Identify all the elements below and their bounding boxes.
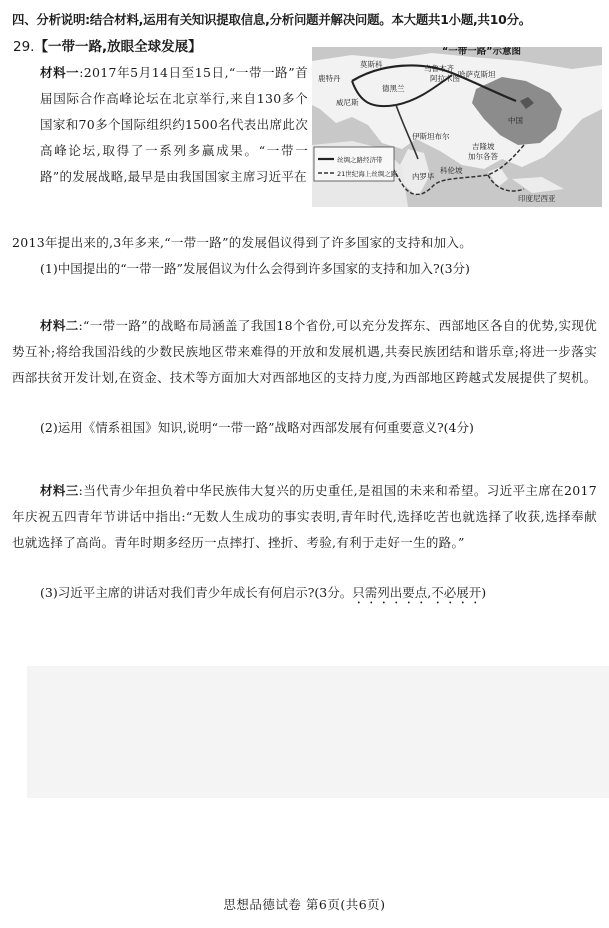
question-number: 29.	[13, 39, 35, 55]
map-label-indonesia: 印度尼西亚	[518, 194, 556, 203]
map-label-calcutta: 加尔各答	[468, 152, 498, 161]
material-1	[40, 60, 308, 190]
map-label-china: 中国	[508, 116, 523, 125]
material-2-text: :“一带一路”的战略布局涵盖了我国18个省份,可以充分发挥东、西部地区各自的优势,实现优势互补;将给我国沿线的少数民族地区带来难得的开放和发展机遇,共奏民族团结和谐乐章;将进一步落实西部扶贫开发计划,在资金、技术等方面加大对西部地区的支持力度,为西部地区跨越式发展提供了契机。	[12, 318, 598, 385]
material-1-tail: 2013年提出来的,3年多来,“一带一路”的发展倡议得到了许多国家的支持和加入。	[12, 235, 472, 250]
map-label-moscow: 莫斯科	[360, 60, 383, 69]
map-label-nairobi: 内罗毕	[412, 172, 435, 181]
material-3-lead: 材料三	[40, 483, 79, 498]
map-label-colombo: 科伦坡	[440, 166, 463, 175]
question-3-main: (3)习近平主席的讲话对我们青少年成长有何启示?(3分。	[40, 585, 353, 600]
question-3-close: )	[481, 585, 487, 600]
map-label-almaty: 阿拉木图	[430, 74, 460, 83]
material-1-lead: 材料一	[40, 65, 80, 80]
page-footer: 思想品德试卷 第6页(共6页)	[223, 897, 386, 912]
question-title	[13, 39, 202, 56]
map-label-rotterdam: 鹿特丹	[318, 74, 341, 83]
map-label-kazakhstan: 哈萨克斯坦	[458, 70, 496, 79]
map-label-venice: 威尼斯	[336, 98, 359, 107]
map-title: “一带一路”示意图	[442, 47, 521, 57]
material-1-text: :2017年5月14日至15日,“一带一路”首届国际合作高峰论坛在北京举行,来自130多个国家和70多个国际组织约1500名代表出席此次高峰论坛,取得了一系列多赢成果。“一带一路”的发展战略,最早是由我国国家主席习近平在	[40, 65, 308, 184]
question-2: (2)运用《情系祖国》知识,说明“一带一路”战略对西部发展有何重要意义?(4分)	[40, 420, 474, 435]
material-2-lead: 材料二	[40, 318, 79, 333]
belt-and-road-map	[312, 47, 602, 207]
material-3-text: :当代青少年担负着中华民族伟大复兴的历史重任,是祖国的未来和希望。习近平主席在2017年庆祝五四青年节讲话中指出:“无数人生成功的事实表明,青年时代,选择吃苦也就选择了收获,选择奉献也就选择了高尚。青年时期多经历一点摔打、挫折、考验,有利于走好一生的路。”	[12, 483, 597, 550]
question-3	[40, 584, 486, 607]
material-2	[12, 313, 597, 391]
map-label-kuala-lumpur: 吉隆坡	[472, 142, 495, 151]
question-topic: 【一带一路,放眼全球发展】	[34, 39, 202, 55]
legend-land-route: 丝绸之路经济带	[337, 156, 383, 164]
section-header: 四、分析说明:结合材料,运用有关知识提取信息,分析问题并解决问题。本大题共1小题,共10分。	[12, 12, 531, 27]
map-legend	[314, 147, 398, 181]
question-3-emphasis: 只需列出要点,不必展开	[352, 585, 482, 600]
material-3	[12, 478, 597, 556]
answer-area[interactable]	[27, 666, 609, 798]
map-label-tehran: 德黑兰	[382, 84, 405, 93]
map-label-istanbul: 伊斯坦布尔	[412, 132, 450, 141]
legend-sea-route: 21世纪海上丝绸之路	[337, 170, 398, 178]
question-1: (1)中国提出的“一带一路”发展倡议为什么会得到许多国家的支持和加入?(3分)	[40, 261, 470, 276]
map-label-urumqi: 乌鲁木齐	[424, 64, 454, 73]
